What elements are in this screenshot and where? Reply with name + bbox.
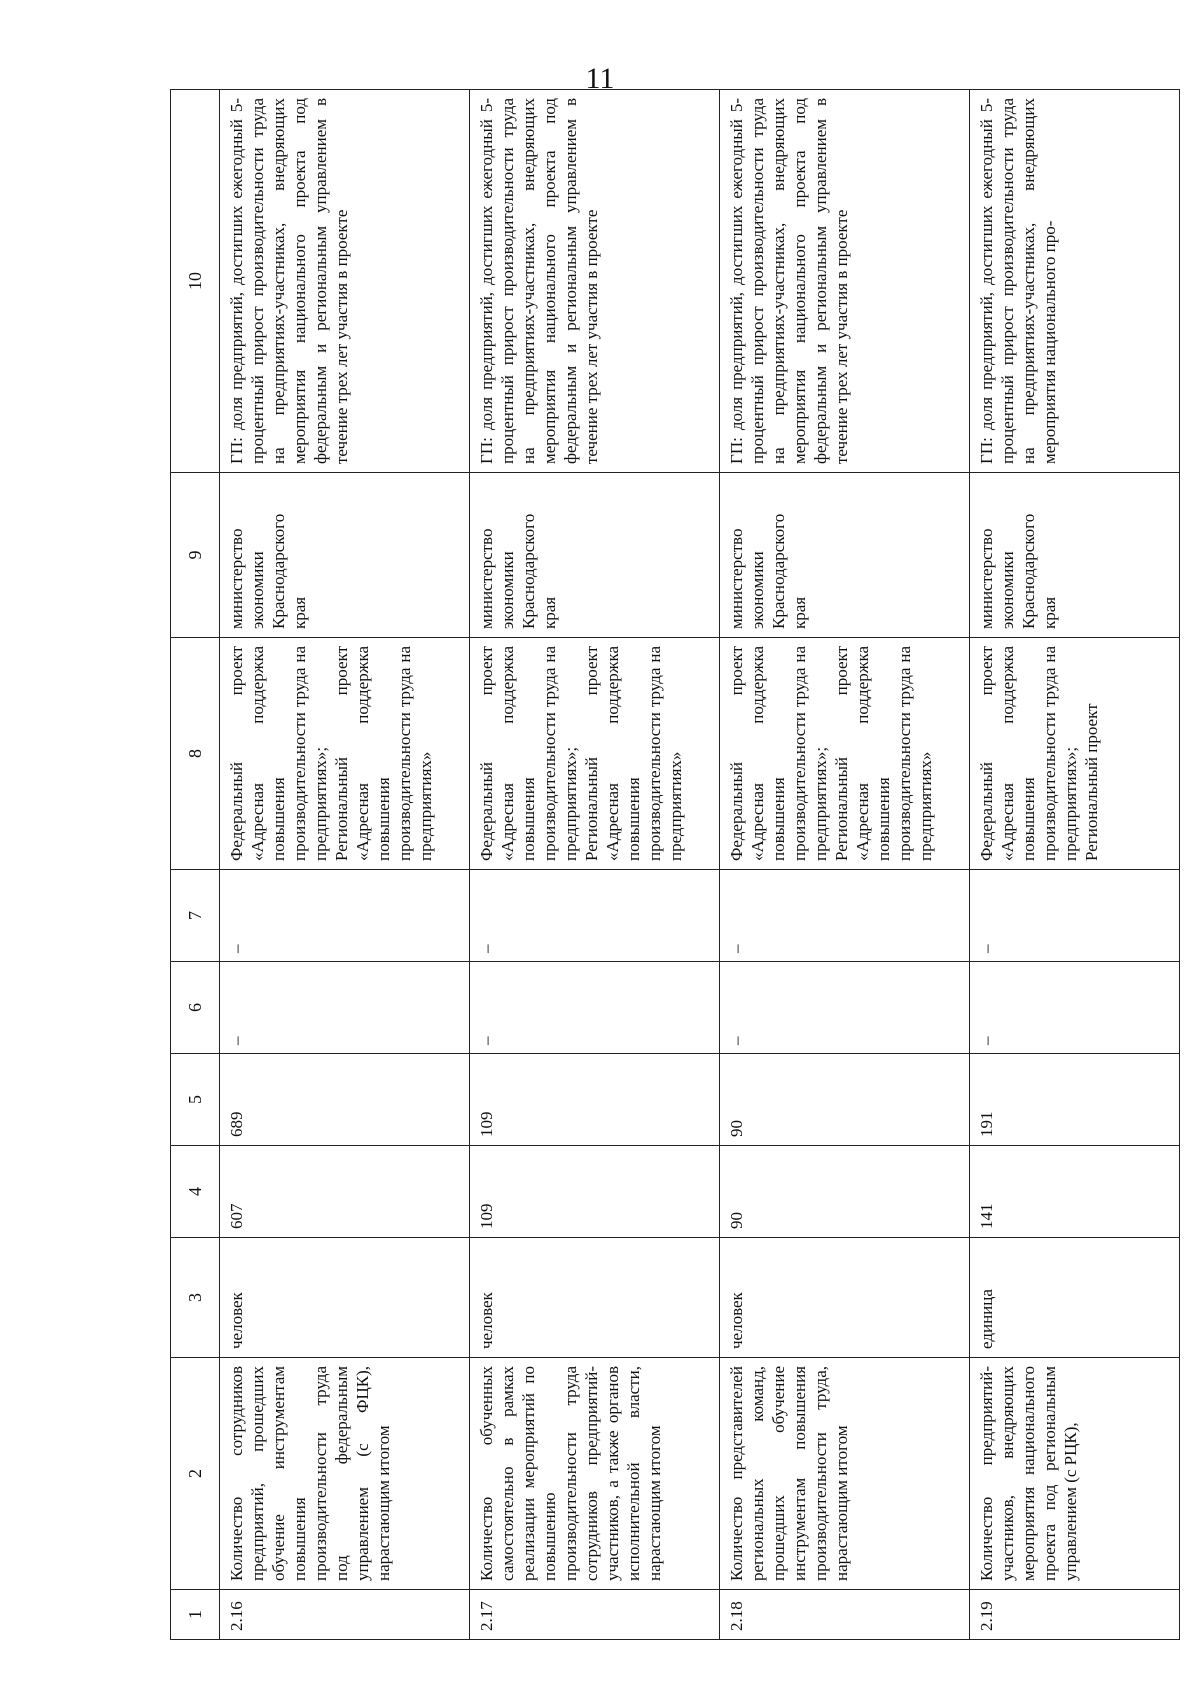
goal-indicator: ГП: доля предприятий, достигших ежегодный 5-процентный прирост производительности труда на предприятиях-участниках, внедряющих мероприятия национального проекта под федеральным и региональным управлением в течение трех лет участия в проекте bbox=[470, 90, 720, 473]
value-col7: – bbox=[970, 870, 1180, 962]
goal-indicator: ГП: доля предприятий, достигших ежегодный 5-процентный прирост производительности труда на предприятиях-участниках, внедряющих мероприятия национального проекта под федеральным и региональным управлением в течение трех лет участия в проекте bbox=[720, 90, 970, 473]
value-col4: 109 bbox=[470, 1146, 720, 1238]
table-row bbox=[470, 90, 720, 1640]
responsible-body: министерство экономики Краснодарского края bbox=[220, 473, 470, 638]
table-row bbox=[970, 90, 1180, 1640]
responsible-body: министерство экономики Краснодарского края bbox=[720, 473, 970, 638]
value-col6: – bbox=[720, 962, 970, 1054]
page-number: 11 bbox=[585, 62, 615, 95]
col-header-7: 7 bbox=[171, 870, 220, 962]
indicator-name: Количество обученных самостоятельно в рамках реализации мероприятий по повышению производительности труда сотрудников предприятий-участников, а также органов исполнительной власти, нарастающим итогом bbox=[470, 1358, 720, 1590]
indicator-name: Количество представителей региональных команд, прошедших обучение инструментам повышения производительности труда, нарастающим итогом bbox=[720, 1358, 970, 1590]
table-row bbox=[220, 90, 470, 1640]
unit: человек bbox=[720, 1238, 970, 1358]
project-name: Федеральный проект «Адресная поддержка повышения производительности труда на предприятиях»; Региональный проект «Адресная поддержка повышения производительности труда на предприятиях» bbox=[220, 638, 470, 870]
indicator-name: Количество сотрудников предприятий, прошедших обучение инструментам повышения производительности труда под федеральным управлением (с ФЦК), нарастающим итогом bbox=[220, 1358, 470, 1590]
col-header-3: 3 bbox=[171, 1238, 220, 1358]
col-header-6: 6 bbox=[171, 962, 220, 1054]
unit: человек bbox=[470, 1238, 720, 1358]
indicators-table bbox=[170, 89, 1180, 1640]
col-header-2: 2 bbox=[171, 1358, 220, 1590]
row-number: 2.18 bbox=[720, 1590, 970, 1640]
row-number: 2.19 bbox=[970, 1590, 1180, 1640]
value-col6: – bbox=[220, 962, 470, 1054]
goal-indicator: ГП: доля предприятий, достигших ежегодный 5-процентный прирост производительности труда на предприятиях-участниках, внедряющих мероприятия национального про- bbox=[970, 90, 1180, 473]
project-name: Федеральный проект «Адресная поддержка повышения производительности труда на предприятиях»; Региональный проект «Адресная поддержка повышения производительности труда на предприятиях» bbox=[470, 638, 720, 870]
value-col4: 141 bbox=[970, 1146, 1180, 1238]
responsible-body: министерство экономики Краснодарского края bbox=[470, 473, 720, 638]
value-col4: 90 bbox=[720, 1146, 970, 1238]
value-col6: – bbox=[970, 962, 1180, 1054]
col-header-5: 5 bbox=[171, 1054, 220, 1146]
project-name: Федеральный проект «Адресная поддержка повышения производительности труда на предприятиях»; Региональный проект «Адресная поддержка повышения производительности труда на предприятиях» bbox=[720, 638, 970, 870]
value-col5: 109 bbox=[470, 1054, 720, 1146]
value-col5: 689 bbox=[220, 1054, 470, 1146]
rotated-table-container bbox=[170, 90, 1180, 1640]
value-col5: 90 bbox=[720, 1054, 970, 1146]
value-col7: – bbox=[720, 870, 970, 962]
col-header-4: 4 bbox=[171, 1146, 220, 1238]
value-col7: – bbox=[470, 870, 720, 962]
col-header-9: 9 bbox=[171, 473, 220, 638]
value-col6: – bbox=[470, 962, 720, 1054]
row-number: 2.17 bbox=[470, 1590, 720, 1640]
header-row bbox=[171, 90, 220, 1640]
responsible-body: министерство экономики Краснодарского края bbox=[970, 473, 1180, 638]
unit: единица bbox=[970, 1238, 1180, 1358]
table-row bbox=[720, 90, 970, 1640]
indicator-name: Количество предприятий-участников, внедряющих мероприятия национального проекта под региональным управлением (с РЦК), bbox=[970, 1358, 1180, 1590]
col-header-8: 8 bbox=[171, 638, 220, 870]
project-name: Федеральный проект «Адресная поддержка повышения производительности труда на предприятиях»; Региональный проект bbox=[970, 638, 1180, 870]
value-col4: 607 bbox=[220, 1146, 470, 1238]
col-header-10: 10 bbox=[171, 90, 220, 473]
row-number: 2.16 bbox=[220, 1590, 470, 1640]
unit: человек bbox=[220, 1238, 470, 1358]
value-col5: 191 bbox=[970, 1054, 1180, 1146]
value-col7: – bbox=[220, 870, 470, 962]
goal-indicator: ГП: доля предприятий, достигших ежегодный 5-процентный прирост производительности труда на предприятиях-участниках, внедряющих мероприятия национального проекта под федеральным и региональным управлением в течение трех лет участия в проекте bbox=[220, 90, 470, 473]
col-header-1: 1 bbox=[171, 1590, 220, 1640]
